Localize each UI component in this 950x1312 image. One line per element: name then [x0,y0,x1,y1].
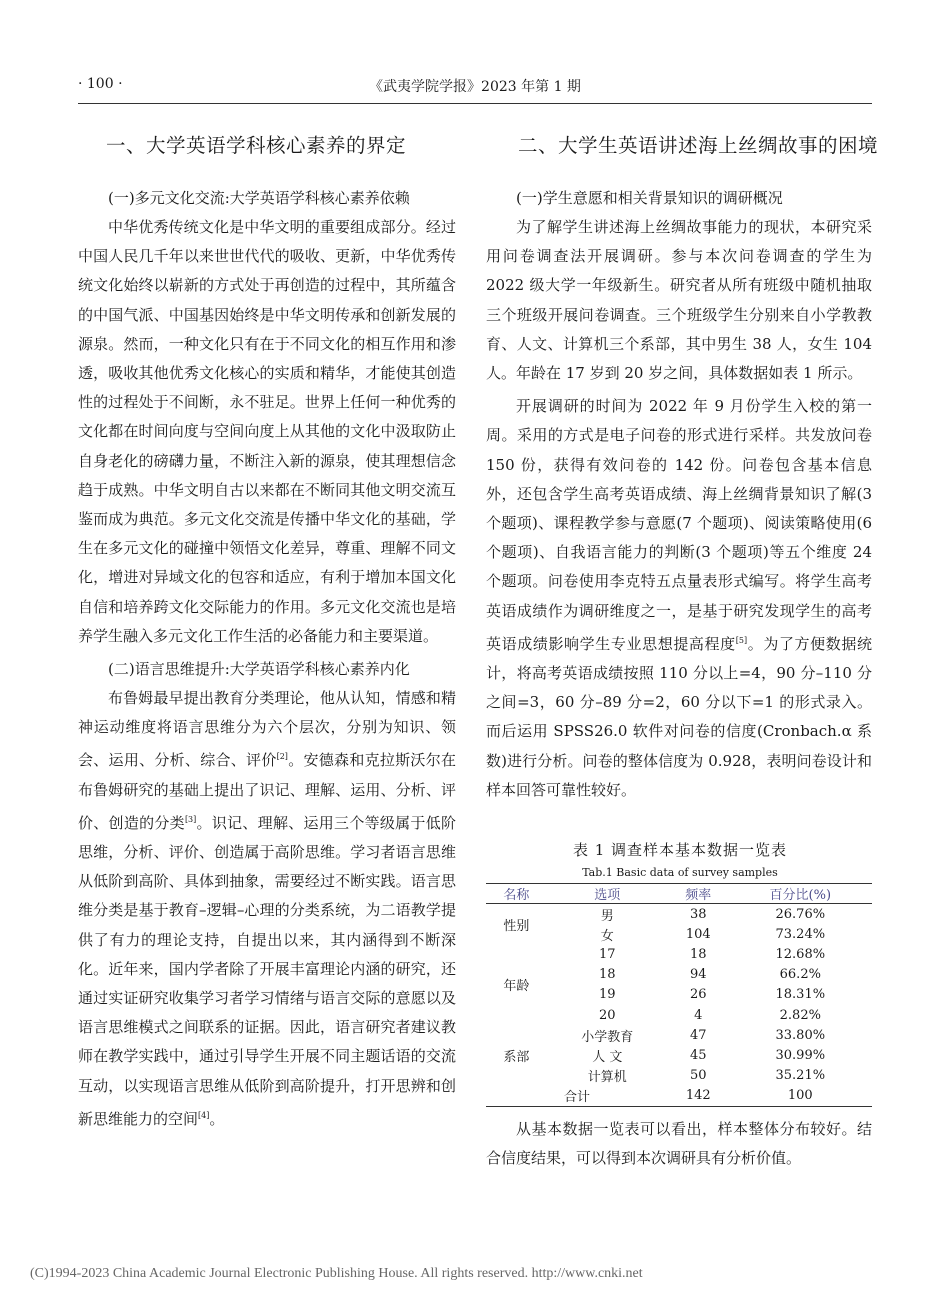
table-title: 表 1 调查样本基本数据一览表 [572,841,788,860]
table-header-cell: 频率 [668,884,729,904]
copyright-footer: (C)1994-2023 China Academic Journal Electronic Publishing House. All rights reserved. http://www.cnki.net [30,1266,643,1281]
survey-table [486,883,872,1107]
table-cell: 女 [600,928,614,944]
table-row [486,904,872,925]
table-total-row [486,1086,872,1107]
table-group-name: 性别 [503,918,530,934]
table-cell: 人 文 [592,1049,623,1065]
subsection-1-1: (一)多元文化交流:大学英语学科核心素养依赖 [108,189,410,207]
running-header [78,76,872,100]
table-group-name: 系部 [503,1049,530,1065]
left-column [78,118,456,1134]
paragraph-2-3: 从基本数据一览表可以看出，样本整体分布较好。结合信度结果，可以得到本次调研具有分析价值。 [486,1119,872,1168]
paragraph-2-2: 开展调研的时间为 2022 年 9 月份学生入校的第一周。采用的方式是电子问卷的形式进行采样。共发放问卷 150 份，获得有效问卷的 142 份。问卷包含基本信息外，还包含学生高考英语成绩、海上丝绸背景知识了解(3 个题项)、课程教学参与意愿(7 个题项)、阅读策略使用(6 个题项)、自我语言能力的判断(3 个题项)等五个维度 24 个题项。问卷使用李克特五点量表形式编写。将学生高考英语成绩作为调研维度之一，是基于研究发现学生的高考英语成绩影响学生专业思想提高程度[5]。为了方便数据统计，将高考英语成绩按照 110 分以上=4，90 分–110 分之间=3，60 分–89 分=2，60 分以下=1 的形式录入。而后运用 SPSS26.0 软件对问卷的信度(Cronbach.α 系数)进行分析。问卷的整体信度为 0.928，表明问卷设计和样本回答可靠性较好。 [486,397,872,799]
table-cell: 26 [689,987,707,1003]
table-header-cell: 名称 [486,884,547,904]
subsection-1-2: (二)语言思维提升:大学英语学科核心素养内化 [108,660,410,679]
citation-4[interactable]: [4] [198,1110,210,1120]
table-cell: 计算机 [587,1070,627,1086]
table-total-cell: 142 [668,1086,729,1107]
table-cell: 30.99% [775,1047,826,1063]
table-cell: 男 [600,908,614,924]
table-cell: 17 [599,947,616,963]
citation-3[interactable]: [3] [184,814,197,824]
table-header-cell: 百分比(%) [729,884,872,904]
paragraph-1-2: 布鲁姆最早提出教育分类理论，他从认知，情感和精神运动维度将语言思维分为六个层次，分别为知识、领会、运用、分析、综合、评价[2]。安德森和克拉斯沃尔在布鲁姆研究的基础上提出了识记、理解、运用、分析、评价、创造的分类[3]。识记、理解、运用三个等级属于低阶思维，分析、评价、创造属于高阶思维。学习者语言思维从低阶到高阶、具体到抽象，需要经过不断实践。语言思维分类是基于教育–逻辑–心理的分类系统，为二语教学提供了有力的理论支持，自提出以来，其内涵得到不断深化。近年来，国内学者除了开展丰富理论内涵的研究，还通过实证研究收集学习者学习情绪与语言交际的意愿以及语言思维模式之间联系的证据。因此，语言研究者建议教师在教学实践中，通过引导学生开展不同主题话语的交流互动，以实现语言思维从低阶到高阶提升，打开思辨和创新思维能力的空间[4]。 [78,689,456,1128]
table-cell: 12.68% [775,947,826,963]
citation-2[interactable]: [2] [276,752,288,762]
page-number: · 100 · [78,76,123,92]
citation-5[interactable]: [5] [735,635,748,645]
table-cell: 104 [685,926,711,942]
table-row [486,944,872,964]
table-cell: 小学教育 [581,1029,634,1045]
table-cell: 18 [689,947,707,963]
table-cell: 35.21% [775,1068,826,1084]
section-title-2: 二、大学生英语讲述海上丝绸故事的困境 [518,134,879,157]
table-total-cell: 合计 [486,1086,668,1107]
header-rule [78,103,872,104]
table-cell: 19 [599,987,616,1003]
table-total-cell: 100 [729,1086,872,1107]
paragraph-1-1: 中华优秀传统文化是中华文明的重要组成部分。经过中国人民几千年以来世世代代的吸收、更新，中华优秀传统文化始终以崭新的方式处于再创造的过程中，其所蕴含的中国气派、中国基因始终是中华文明传承和创新发展的源泉。然而，一种文化只有在于不同文化的相互作用和渗透，吸收其他优秀文化核心的实质和精华，才能使其创造性的过程处于不间断，永不驻足。世界上任何一种优秀的文化都在时间向度与空间向度上从其他的文化中汲取防止自身老化的磅礴力量，不断注入新的源泉，使其理想信念趋于成熟。中华文明自古以来都在不断同其他文明交流互鉴而成为典范。多元文化交流是传播中华文化的基础，学生在多元文化的碰撞中领悟文化差异，尊重、理解不同文化，增进对异域文化的包容和适应，有利于增加本国文化自信和培养跨文化交际能力的作用。多元文化交流也是培养学生融入多元文化工作生活的必备能力和主要渠道。 [78,218,456,645]
table-header-cell: 选项 [547,884,668,904]
table-cell: 38 [689,906,707,922]
table-cell: 33.80% [775,1027,826,1043]
subsection-2-1: (一)学生意愿和相关背景知识的调研概况 [516,189,783,207]
table-header-row [486,884,872,904]
table-subtitle: Tab.1 Basic data of survey samples [582,866,778,880]
journal-title: 《武夷学院学报》2023 年第 1 期 [369,79,581,95]
table-row [486,1025,872,1045]
right-column [486,118,879,1173]
table-cell: 20 [599,1007,616,1023]
table-cell: 47 [689,1027,707,1043]
table-cell: 4 [694,1007,703,1023]
section-title-1: 一、大学英语学科核心素养的界定 [106,134,407,157]
paragraph-2-1: 为了解学生讲述海上丝绸故事能力的现状，本研究采用问卷调查法开展调研。参与本次问卷调查的学生为 2022 级大学一年级新生。研究者从所有班级中随机抽取三个班级开展问卷调查。三个班级学生分别来自小学教教育、人文、计算机三个系部，其中男生 38 人，女生 104 人。年龄在 17 岁到 20 岁之间，具体数据如表 1 所示。 [486,218,872,383]
table-cell: 94 [689,967,707,983]
table-group-name: 年龄 [503,979,530,995]
table-cell: 66.2% [779,967,821,983]
table-cell: 2.82% [779,1007,821,1023]
table-cell: 50 [689,1068,707,1084]
table-cell: 26.76% [775,906,826,922]
table-cell: 73.24% [775,926,826,942]
table-cell: 45 [689,1047,707,1063]
table-cell: 18 [599,967,616,983]
table-cell: 18.31% [775,987,826,1003]
